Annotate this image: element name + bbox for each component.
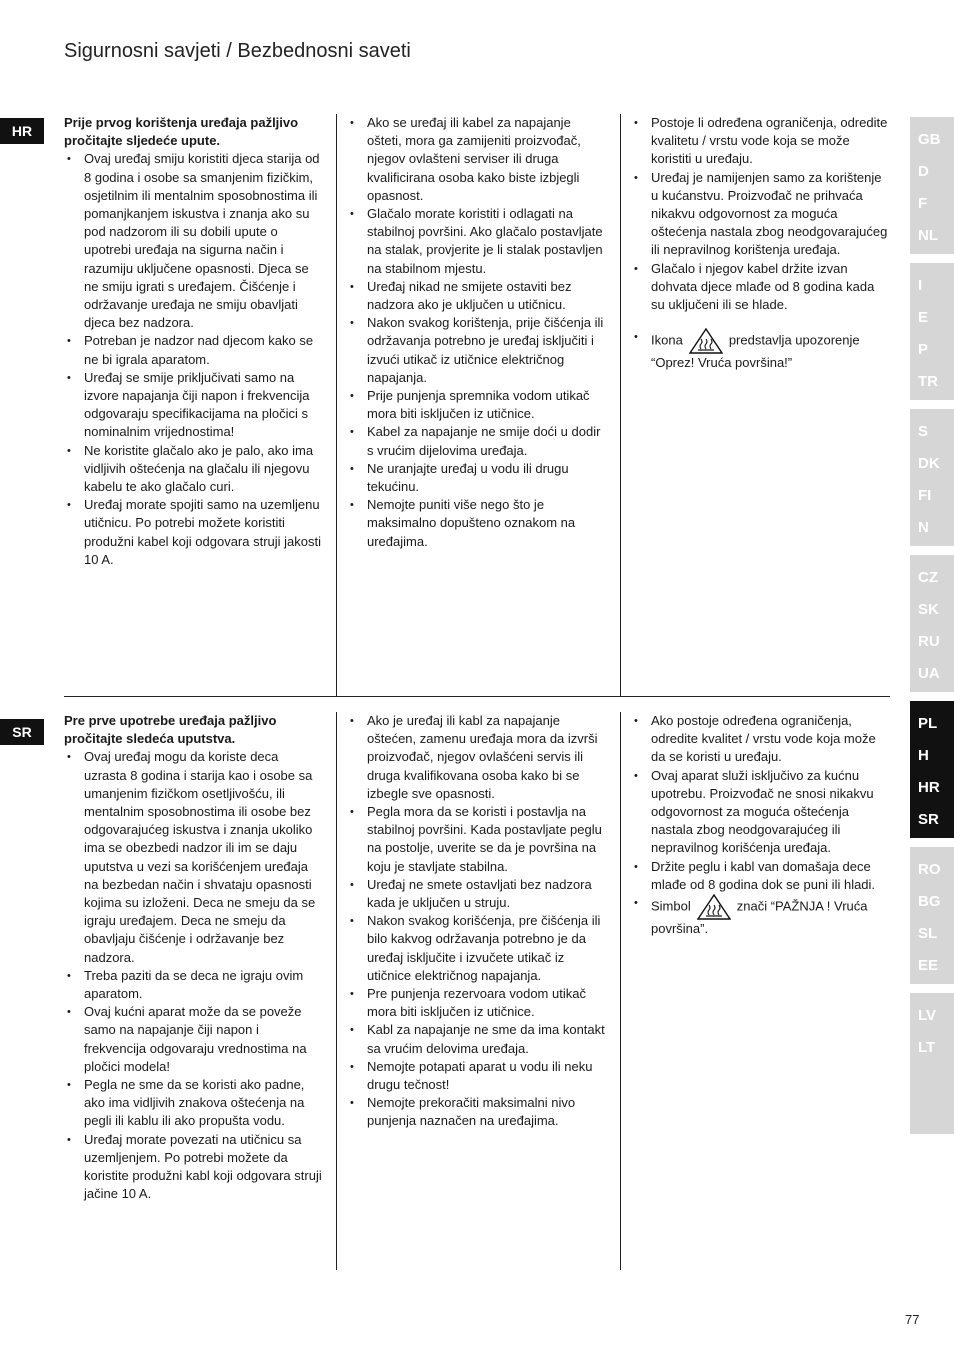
language-link-tr[interactable]: TR (918, 373, 938, 390)
hr-column-3 (620, 114, 890, 696)
language-link-sr[interactable]: SR (918, 811, 939, 828)
language-link-sk[interactable]: SK (918, 601, 939, 618)
list-item: • Nemojte prekoračiti maksimalni nivo punjenja naznačen na uređajima. (347, 1094, 608, 1130)
list-item: • Glačalo i njegov kabel držite izvan dohvata djece mlađe od 8 godina kada su uključeni ili se hlade. (631, 260, 890, 315)
list-item: • Nemojte puniti više nego što je maksimalno dopušteno oznakom na uređajima. (347, 496, 608, 551)
list-item: • Uređaj se smije priključivati samo na izvore napajanja čiji napon i frekvencija odgovaraju specifikacijama na pločici s nominalnim vrijednostima! (64, 369, 322, 442)
sr-list-1 (64, 748, 322, 1203)
language-link-p[interactable]: P (918, 341, 929, 358)
list-item: • Uređaj morate spojiti samo na uzemljenu utičnicu. Po potrebi možete koristiti produžni kabel koji odgovara struji jakosti 10 A. (64, 496, 322, 569)
language-group-6 (910, 847, 954, 984)
hot-surface-note (631, 894, 890, 938)
language-group-7 (910, 993, 954, 1134)
hr-list-2 (347, 114, 608, 551)
sr-column-3 (620, 712, 890, 1270)
list-item: • Kabel za napajanje ne smije doći u dodir s vrućim dijelovima uređaja. (347, 423, 608, 459)
sr-column-1 (64, 712, 336, 1270)
note-prefix: Ikona (651, 332, 683, 348)
language-link-lv[interactable]: LV (918, 1007, 937, 1024)
list-item: • Glačalo morate koristiti i odlagati na stabilnoj površini. Ako glačalo postavljate na stalak, provjerite je li stalak postavljen na stabilnom mjestu. (347, 205, 608, 278)
language-link-ro[interactable]: RO (918, 861, 941, 878)
list-item: • Uređaj ne smete ostavljati bez nadzora kada je uključen u struju. (347, 876, 608, 912)
language-group-1 (910, 117, 954, 254)
language-link-h[interactable]: H (918, 747, 929, 764)
note-prefix: Simbol (651, 898, 691, 914)
list-item: • Potreban je nadzor nad djecom kako se ne bi igrala aparatom. (64, 332, 322, 368)
language-tag-hr: HR (0, 118, 44, 144)
hr-column-1 (64, 114, 336, 696)
note-text: predstavlja upozorenje “Oprez! Vruća površina!” (651, 332, 860, 371)
list-item: • Ako je uređaj ili kabl za napajanje oštećen, zamenu uređaja mora da izvrši proizvođač, njegov ovlašćeni servis ili druga kvalifikovana osoba kako bi se izbegle sve opasnosti. (347, 712, 608, 803)
language-link-dk[interactable]: DK (918, 455, 940, 472)
sr-list-3 (631, 712, 890, 938)
section-divider (64, 696, 890, 697)
list-item: • Nakon svakog korišćenja, pre čišćenja ili bilo kakvog održavanja potrebno je da uređaj isključite i izvučete utikač iz utičnice električnog napajanja. (347, 912, 608, 985)
page-number: 77 (905, 1312, 920, 1327)
list-item: • Pegla ne sme da se koristi ako padne, ako ima vidljivih znakova oštećenja na pegli ili kablu ili ako propušta vodu. (64, 1076, 322, 1131)
language-link-hr[interactable]: HR (918, 779, 940, 796)
list-item: • Postoje li određena ograničenja, odredite kvalitetu / vrstu vode koja se može koristiti u uređaju. (631, 114, 890, 169)
list-item: • Kabl za napajanje ne sme da ima kontakt sa vrućim delovima uređaja. (347, 1021, 608, 1057)
list-item: • Držite peglu i kabl van domašaja dece mlađe od 8 godina dok se puni ili hladi. (631, 858, 890, 894)
hot-surface-warning-icon (697, 894, 731, 920)
language-tag-sr: SR (0, 719, 44, 745)
hr-intro: Prije prvog korištenja uređaja pažljivo pročitajte sljedeće upute. (64, 115, 299, 149)
language-link-d[interactable]: D (918, 163, 929, 180)
language-group-3 (910, 409, 954, 546)
language-link-ru[interactable]: RU (918, 633, 940, 650)
list-item: • Treba paziti da se deca ne igraju ovim aparatom. (64, 967, 322, 1003)
hr-list-1 (64, 150, 322, 569)
sr-intro: Pre prve upotrebe uređaja pažljivo pročitajte sledeća uputstva. (64, 713, 277, 747)
language-index (910, 117, 954, 1143)
list-item: • Ne uranjajte uređaj u vodu ili drugu tekućinu. (347, 460, 608, 496)
language-group-5-active (910, 701, 954, 838)
language-link-e[interactable]: E (918, 309, 929, 326)
list-item: • Ako postoje određena ograničenja, odredite kvalitet / vrstu vode koja može da se koristi u uređaju. (631, 712, 890, 767)
list-item: • Nemojte potapati aparat u vodu ili neku drugu tečnost! (347, 1058, 608, 1094)
sr-list-2 (347, 712, 608, 1131)
hot-surface-note (631, 328, 890, 372)
language-link-ee[interactable]: EE (918, 957, 939, 974)
list-item: • Uređaj morate povezati na utičnicu sa uzemljenjem. Po potrebi možete da koristite produžni kabl koji odgovara struji jačine 10 A. (64, 1131, 322, 1204)
language-link-lt[interactable]: LT (918, 1039, 936, 1056)
language-link-s[interactable]: S (918, 423, 929, 440)
list-item: • Ne koristite glačalo ako je palo, ako ima vidljivih oštećenja na glačalu ili njegovu kabelu te ako glačalo curi. (64, 442, 322, 497)
language-link-fi[interactable]: FI (918, 487, 932, 504)
note-text: znači “PAŽNJA ! Vruća površina”. (651, 898, 868, 937)
section-hr (64, 114, 890, 696)
hot-surface-warning-icon (689, 328, 723, 354)
language-group-4 (910, 555, 954, 692)
list-item: • Ovaj uređaj smiju koristiti djeca starija od 8 godina i osobe sa smanjenim fizičkim, osjetilnim ili mentalnim sposobnostima ili pomanjkanjem iskustva i znanja ako su pod nadzorom ili su dobili upute o upotrebi uređaja na sigurna način i razumiju uključene opasnosti. Djeca se ne smiju igrati s uređajem. Čišćenje i održavanje uređaja ne smiju obavljati djeca bez nadzora. (64, 150, 322, 332)
language-link-pl[interactable]: PL (918, 715, 938, 732)
list-item: • Prije punjenja spremnika vodom utikač mora biti isključen iz utičnice. (347, 387, 608, 423)
hr-column-2 (336, 114, 620, 696)
language-link-bg[interactable]: BG (918, 893, 941, 910)
language-link-sl[interactable]: SL (918, 925, 938, 942)
language-link-nl[interactable]: NL (918, 227, 938, 244)
language-link-i[interactable]: I (918, 277, 923, 294)
list-item: • Uređaj nikad ne smijete ostaviti bez nadzora ako je uključen u utičnicu. (347, 278, 608, 314)
list-item: • Pre punjenja rezervoara vodom utikač mora biti isključen iz utičnice. (347, 985, 608, 1021)
language-group-2 (910, 263, 954, 400)
list-item: • Uređaj je namijenjen samo za korištenje u kućanstvu. Proizvođač ne prihvaća nikakvu odgovornost za moguća oštećenja nastala zbog neodgovarajućeg ili nepravilnog korištenja uređaja. (631, 169, 890, 260)
list-item: • Nakon svakog korištenja, prije čišćenja ili održavanja potrebno je uređaj isključiti i izvući utikač iz utičnice električnog napajanja. (347, 314, 608, 387)
list-item: • Ovaj kućni aparat može da se poveže samo na napajanje čiji napon i frekvencija odgovaraju vrednostima na pločici modela! (64, 1003, 322, 1076)
list-item: • Pegla mora da se koristi i postavlja na stabilnoj površini. Kada postavljate peglu na postolje, uverite se da je površina na koju je stavljate stabilna. (347, 803, 608, 876)
section-sr (64, 712, 890, 1270)
list-item: • Ako se uređaj ili kabel za napajanje ošteti, mora ga zamijeniti proizvođač, njegov ovlašteni serviser ili druga kvalificirana osoba kako biste izbjegli opasnost. (347, 114, 608, 205)
language-link-cz[interactable]: CZ (918, 569, 938, 586)
language-link-ua[interactable]: UA (918, 665, 940, 682)
language-link-n[interactable]: N (918, 519, 929, 536)
page-title: Sigurnosni savjeti / Bezbednosni saveti (64, 40, 411, 62)
sr-column-2 (336, 712, 620, 1270)
list-item: • Ovaj aparat služi isključivo za kućnu upotrebu. Proizvođač ne snosi nikakvu odgovornost za moguća oštećenja nastala zbog neodgovarajućeg ili nepravilnog korišćenja uređaja. (631, 767, 890, 858)
language-link-gb[interactable]: GB (918, 131, 941, 148)
list-item: • Ovaj uređaj mogu da koriste deca uzrasta 8 godina i starija kao i osobe sa umanjenim fizičkom osetljivošću, ili mentalnim sposobnostima ili osobe bez odgovarajućeg iskustva i znanja ukoliko ima se obezbedi nadzor ili im se daju uputstva u vezi sa korišćenjem uređaja na bezbedan način i shvataju opasnosti kojima su izloženi. Deca ne smeju da se igraju uređajem. Deca ne smeju da obavljaju čišćenje i održavanje bez nadzora. (64, 748, 322, 966)
hr-list-3 (631, 114, 890, 372)
language-link-f[interactable]: F (918, 195, 928, 212)
